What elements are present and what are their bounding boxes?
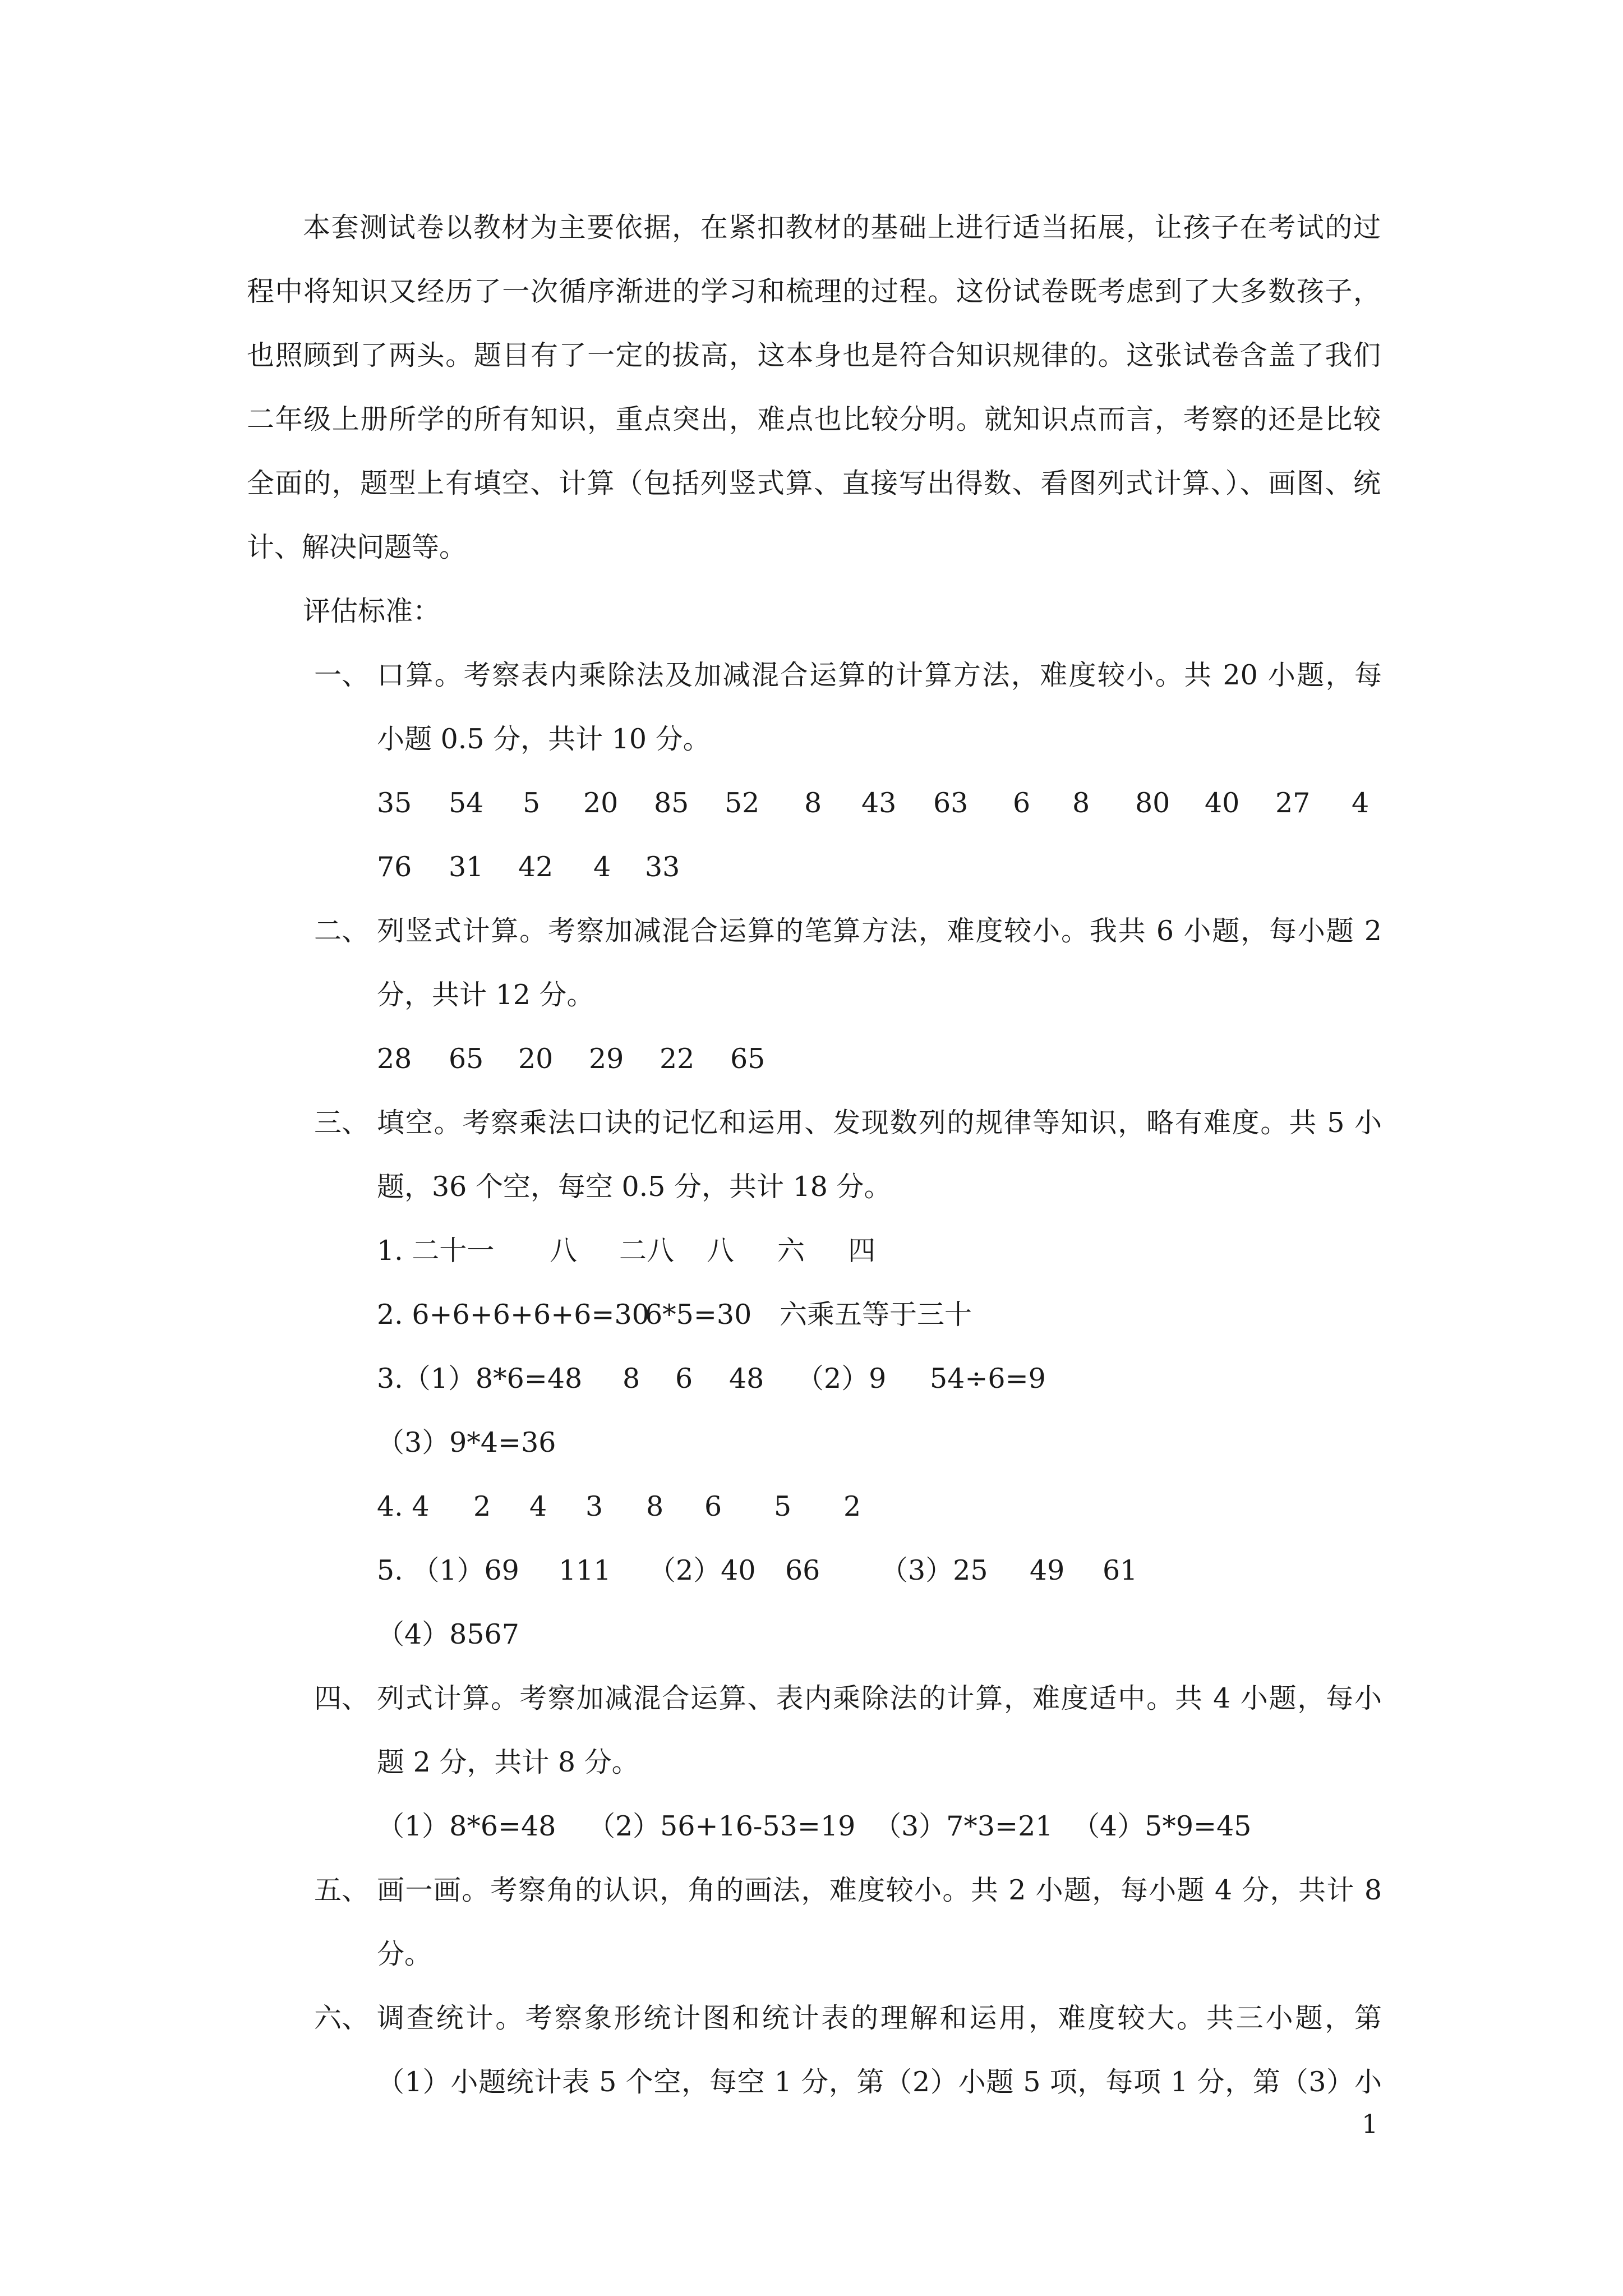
- answer: 八: [707, 1235, 735, 1267]
- answer: 33: [645, 851, 680, 883]
- answer: 8: [623, 1363, 640, 1395]
- section-marker: 六、: [314, 2002, 370, 2034]
- section-text: （1）小题统计表 5 个空，每空 1 分，第（2）小题 5 项，每项 1 分，第（3）小: [377, 2066, 1382, 2098]
- answer: 31: [449, 851, 484, 883]
- intro-line: 全面的，题型上有填空、计算（包括列竖式算、直接写出得数、看图列式计算、）、画图、统: [247, 467, 1381, 499]
- answer: 27: [1275, 787, 1311, 819]
- answer: 85: [654, 787, 689, 819]
- page-number: 1: [1362, 2109, 1378, 2139]
- answer: 22: [660, 1043, 695, 1075]
- answer: 5: [774, 1490, 792, 1522]
- answer: 3.（1）8*6=48: [377, 1363, 583, 1395]
- answer: 54÷6=9: [930, 1363, 1046, 1395]
- answer: 8: [1072, 787, 1090, 819]
- section-text: 小题 0.5 分，共计 10 分。: [377, 723, 711, 755]
- intro-line: 也照顾到了两头。题目有了一定的拔高，这本身也是符合知识规律的。这张试卷含盖了我们: [247, 339, 1381, 371]
- criteria-title: 评估标准：: [303, 595, 441, 627]
- section-text: 填空。考察乘法口诀的记忆和运用、发现数列的规律等知识，略有难度。共 5 小: [377, 1107, 1382, 1139]
- answer: 2: [843, 1490, 861, 1522]
- answer: 六: [777, 1235, 805, 1267]
- answer: 49: [1030, 1554, 1065, 1586]
- answer: 61: [1103, 1554, 1138, 1586]
- section-text: 分。: [377, 1938, 432, 1970]
- answer: 8: [804, 787, 822, 819]
- section-text: 列竖式计算。考察加减混合运算的笔算方法，难度较小。我共 6 小题，每小题 2: [377, 915, 1382, 947]
- section-marker: 一、: [314, 659, 370, 691]
- answer: （1）8*6=48: [377, 1810, 556, 1842]
- answer: 48: [729, 1363, 764, 1395]
- answer: 2: [473, 1490, 491, 1522]
- answer: 6: [704, 1490, 722, 1522]
- answer: 八: [550, 1235, 578, 1267]
- answer: （2）56+16-53=19: [588, 1810, 856, 1842]
- section-marker: 四、: [314, 1682, 370, 1714]
- answer: 80: [1135, 787, 1170, 819]
- answer: 四: [848, 1235, 876, 1267]
- intro-line: 程中将知识又经历了一次循序渐进的学习和梳理的过程。这份试卷既考虑到了大多数孩子，: [247, 275, 1381, 307]
- section-text: 口算。考察表内乘除法及加减混合运算的计算方法，难度较小。共 20 小题，每: [377, 659, 1382, 691]
- answer: 6: [675, 1363, 693, 1395]
- answer: 66: [785, 1554, 820, 1586]
- answer: （3）7*3=21: [874, 1810, 1053, 1842]
- answer: 28: [377, 1043, 412, 1075]
- answer: 二八: [619, 1235, 675, 1267]
- answer: 4: [593, 851, 611, 883]
- answer: 2. 6+6+6+6+6=30: [377, 1299, 649, 1331]
- section-marker: 三、: [314, 1107, 370, 1139]
- intro-line: 计、解决问题等。: [247, 531, 467, 563]
- section-marker: 二、: [314, 915, 370, 947]
- section-text: 题 2 分，共计 8 分。: [377, 1746, 639, 1778]
- answer: 111: [559, 1554, 611, 1586]
- answer: 3: [585, 1490, 603, 1522]
- answer: 5: [523, 787, 541, 819]
- answer: 4. 4: [377, 1490, 430, 1522]
- answer: 4: [529, 1490, 547, 1522]
- answer: 42: [518, 851, 554, 883]
- answer: （3）9*4=36: [377, 1427, 556, 1458]
- answer: （4）5*9=45: [1072, 1810, 1252, 1842]
- answer: （4）8567: [377, 1618, 519, 1650]
- answer: 6*5=30: [645, 1299, 752, 1331]
- answer: 6: [1013, 787, 1031, 819]
- answer: 六乘五等于三十: [780, 1299, 972, 1331]
- answer: 8: [646, 1490, 664, 1522]
- answer: 20: [518, 1043, 554, 1075]
- section-marker: 五、: [314, 1874, 370, 1906]
- answer: 63: [933, 787, 969, 819]
- answer: 4: [1352, 787, 1370, 819]
- answer: 65: [449, 1043, 484, 1075]
- answer: 43: [861, 787, 897, 819]
- section-text: 列式计算。考察加减混合运算、表内乘除法的计算，难度适中。共 4 小题，每小: [377, 1682, 1382, 1714]
- section-text: 分，共计 12 分。: [377, 979, 594, 1011]
- section-text: 调查统计。考察象形统计图和统计表的理解和运用，难度较大。共三小题，第: [377, 2002, 1382, 2034]
- answer: 65: [730, 1043, 766, 1075]
- answer: （2）9: [796, 1363, 887, 1395]
- answer: 35: [377, 787, 412, 819]
- intro-line: 二年级上册所学的所有知识，重点突出，难点也比较分明。就知识点而言，考察的还是比较: [247, 403, 1381, 435]
- intro-line: 本套测试卷以教材为主要依据，在紧扣教材的基础上进行适当拓展，让孩子在考试的过: [303, 211, 1381, 243]
- answer: 29: [589, 1043, 624, 1075]
- answer: 5. （1）69: [377, 1554, 519, 1586]
- answer: 76: [377, 851, 412, 883]
- answer: 20: [583, 787, 619, 819]
- answer: 52: [725, 787, 760, 819]
- answer: （2）40: [648, 1554, 756, 1586]
- section-text: 题，36 个空，每空 0.5 分，共计 18 分。: [377, 1171, 892, 1203]
- answer: 54: [449, 787, 484, 819]
- answer: 1. 二十一: [377, 1235, 495, 1267]
- answer: （3）25: [880, 1554, 988, 1586]
- section-text: 画一画。考察角的认识，角的画法，难度较小。共 2 小题，每小题 4 分，共计 8: [377, 1874, 1382, 1906]
- answer: 40: [1205, 787, 1240, 819]
